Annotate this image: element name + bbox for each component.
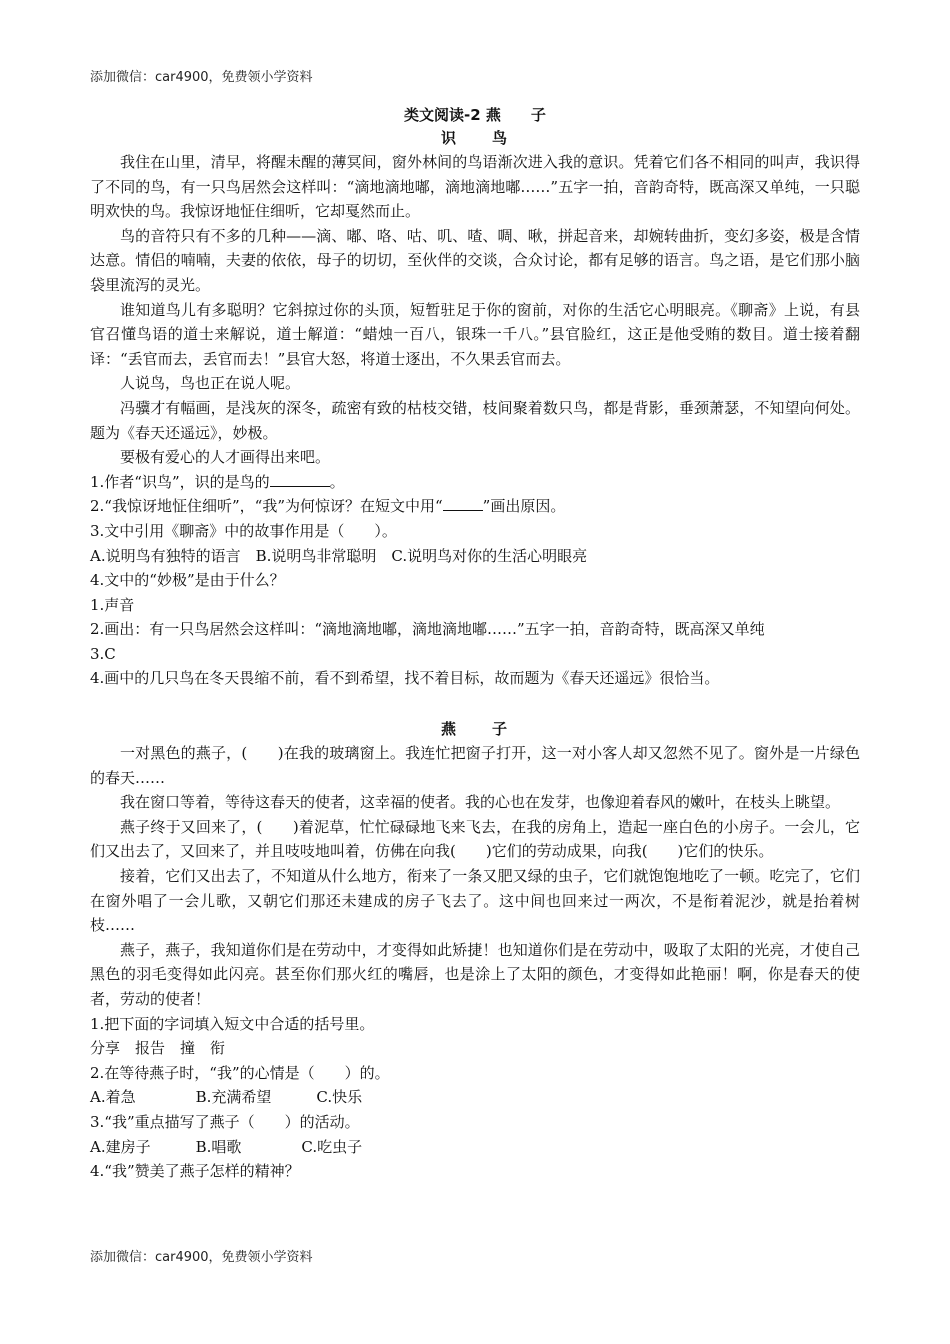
section2-paragraph: 一对黑色的燕子，( )在我的玻璃窗上。我连忙把窗子打开，这一对小客人却又忽然不见了。窗外是一片绿色的春天……: [90, 744, 860, 787]
section1-answer: 2.画出：有一只鸟居然会这样叫：“滴地滴地嘟，滴地滴地嘟……”五字一拍，音韵奇特，既高深又单纯: [90, 620, 765, 639]
section2-question-3: 3.“我”重点描写了燕子（ ）的活动。: [90, 1112, 360, 1131]
section2-paragraph: 燕子，燕子，我知道你们是在劳动中，才变得如此矫捷！也知道你们是在劳动中，吸取了太阳的光亮，才使自己黑色的羽毛变得如此闪亮。甚至你们那火红的嘴唇，也是涂上了太阳的颜色，才变得如此艳丽！啊，你是春天的使者，劳动的使者！: [90, 940, 860, 1008]
section2-question-2-options: A.着急 B.充满希望 C.快乐: [90, 1088, 363, 1107]
question-text: 1.作者“识鸟”，识的是鸟的: [90, 472, 270, 491]
question-text: ”画出原因。: [482, 497, 566, 516]
section1-question-4: 4.文中的“妙极”是由于什么？: [90, 571, 285, 590]
document-title: 类文阅读-2 燕 子: [404, 106, 546, 124]
question-text: 2.“我惊讶地怔住细听”，“我”为何惊讶？在短文中用“: [90, 497, 443, 516]
section1-question-3-options: A.说明鸟有独特的语言 B.说明鸟非常聪明 C.说明鸟对你的生活心明眼亮: [90, 546, 588, 565]
section2-paragraph: 燕子终于又回来了，( )着泥草，忙忙碌碌地飞来飞去，在我的房角上，造起一座白色的小房子。一会儿，它们又出去了，又回来了，并且吱吱地叫着，仿佛在向我( )它们的劳动成果，向我( )它们的快乐。: [90, 817, 860, 861]
section1-paragraph: 我住在山里，清早，将醒未醒的薄冥间，窗外林间的鸟语渐次进入我的意识。凭着它们各不相同的叫声，我识得了不同的鸟，有一只鸟居然会这样叫：“滴地滴地嘟，滴地滴地嘟……”五字一拍，音韵奇特，既高深又单纯，一只聪明欢快的鸟。我惊讶地怔住细听，它却戛然而止。: [90, 153, 860, 221]
section2-question-3-options: A.建房子 B.唱歌 C.吃虫子: [90, 1137, 363, 1156]
page-footer-note: 添加微信：car4900，免费领小学资料: [90, 1250, 313, 1265]
section1-question-1: [90, 470, 860, 495]
section2-question-4: 4.“我”赞美了燕子怎样的精神？: [90, 1162, 300, 1181]
section2-paragraph: 接着，它们又出去了，不知道从什么地方，衔来了一条又肥又绿的虫子，它们就饱饱地吃了一顿。吃完了，它们在窗外唱了一会儿歌，又朝它们那还未建成的房子飞去了。这中间也回来过一两次，不是衔着泥沙，就是抬着树枝……: [90, 867, 860, 935]
document-body: [90, 104, 860, 1184]
page-header-note: 添加微信：car4900，免费领小学资料: [90, 70, 313, 85]
section2-title: 燕 子: [440, 720, 509, 739]
section1-paragraph: 谁知道鸟儿有多聪明？它斜掠过你的头顶，短暂驻足于你的窗前，对你的生活它心明眼亮。《聊斋》上说，有县官召懂鸟语的道士来解说，道士解道：“蜡烛一百八，银珠一千八。”县官脸红，这正是他受贿的数目。道士接着翻译：“丢官而去，丢官而去！”县官大怒，将道士逐出，不久果丢官而去。: [90, 300, 860, 368]
section1-title: 识 鸟: [440, 129, 509, 147]
section2-question-1-words: 分享 报告 撞 衔: [90, 1039, 226, 1058]
section1-answer: 4.画中的几只鸟在冬天畏缩不前，看不到希望，找不着目标，故而题为《春天还遥远》很恰当。: [90, 669, 720, 688]
section1-answer: 1.声音: [90, 595, 135, 614]
section1-paragraph: 人说鸟，鸟也正在说人呢。: [120, 374, 301, 393]
section1-question-2: [90, 494, 860, 519]
section1-answer: 3.C: [90, 644, 116, 663]
section1-question-3: 3.文中引用《聊斋》中的故事作用是（ ）。: [90, 521, 397, 540]
answer-blank: [270, 472, 330, 487]
section2-question-2: 2.在等待燕子时，“我”的心情是（ ）的。: [90, 1063, 390, 1082]
answer-blank: [443, 496, 483, 511]
section1-paragraph: 冯骥才有幅画，是浅灰的深冬，疏密有致的枯枝交错，枝间聚着数只鸟，都是背影，垂颈萧瑟，不知望向何处。题为《春天还遥远》，妙极。: [90, 398, 860, 442]
section2-question-1: 1.把下面的字词填入短文中合适的括号里。: [90, 1014, 375, 1033]
section1-paragraph: 要极有爱心的人才画得出来吧。: [120, 448, 331, 467]
question-text: 。: [329, 472, 345, 491]
section2-paragraph: 我在窗口等着，等待这春天的使者，这幸福的使者。我的心也在发芽，也像迎着春风的嫩叶，在枝头上眺望。: [120, 793, 841, 812]
section1-paragraph: 鸟的音符只有不多的几种——滴、嘟、咯、咕、叽、喳、啁、啾，拼起音来，却婉转曲折，变幻多姿，极是含情达意。情侣的喃喃，夫妻的依依，母子的切切，至伙伴的交谈，合众讨论，都有足够的语言。鸟之语，是它们那小脑袋里流泻的灵光。: [90, 226, 860, 294]
